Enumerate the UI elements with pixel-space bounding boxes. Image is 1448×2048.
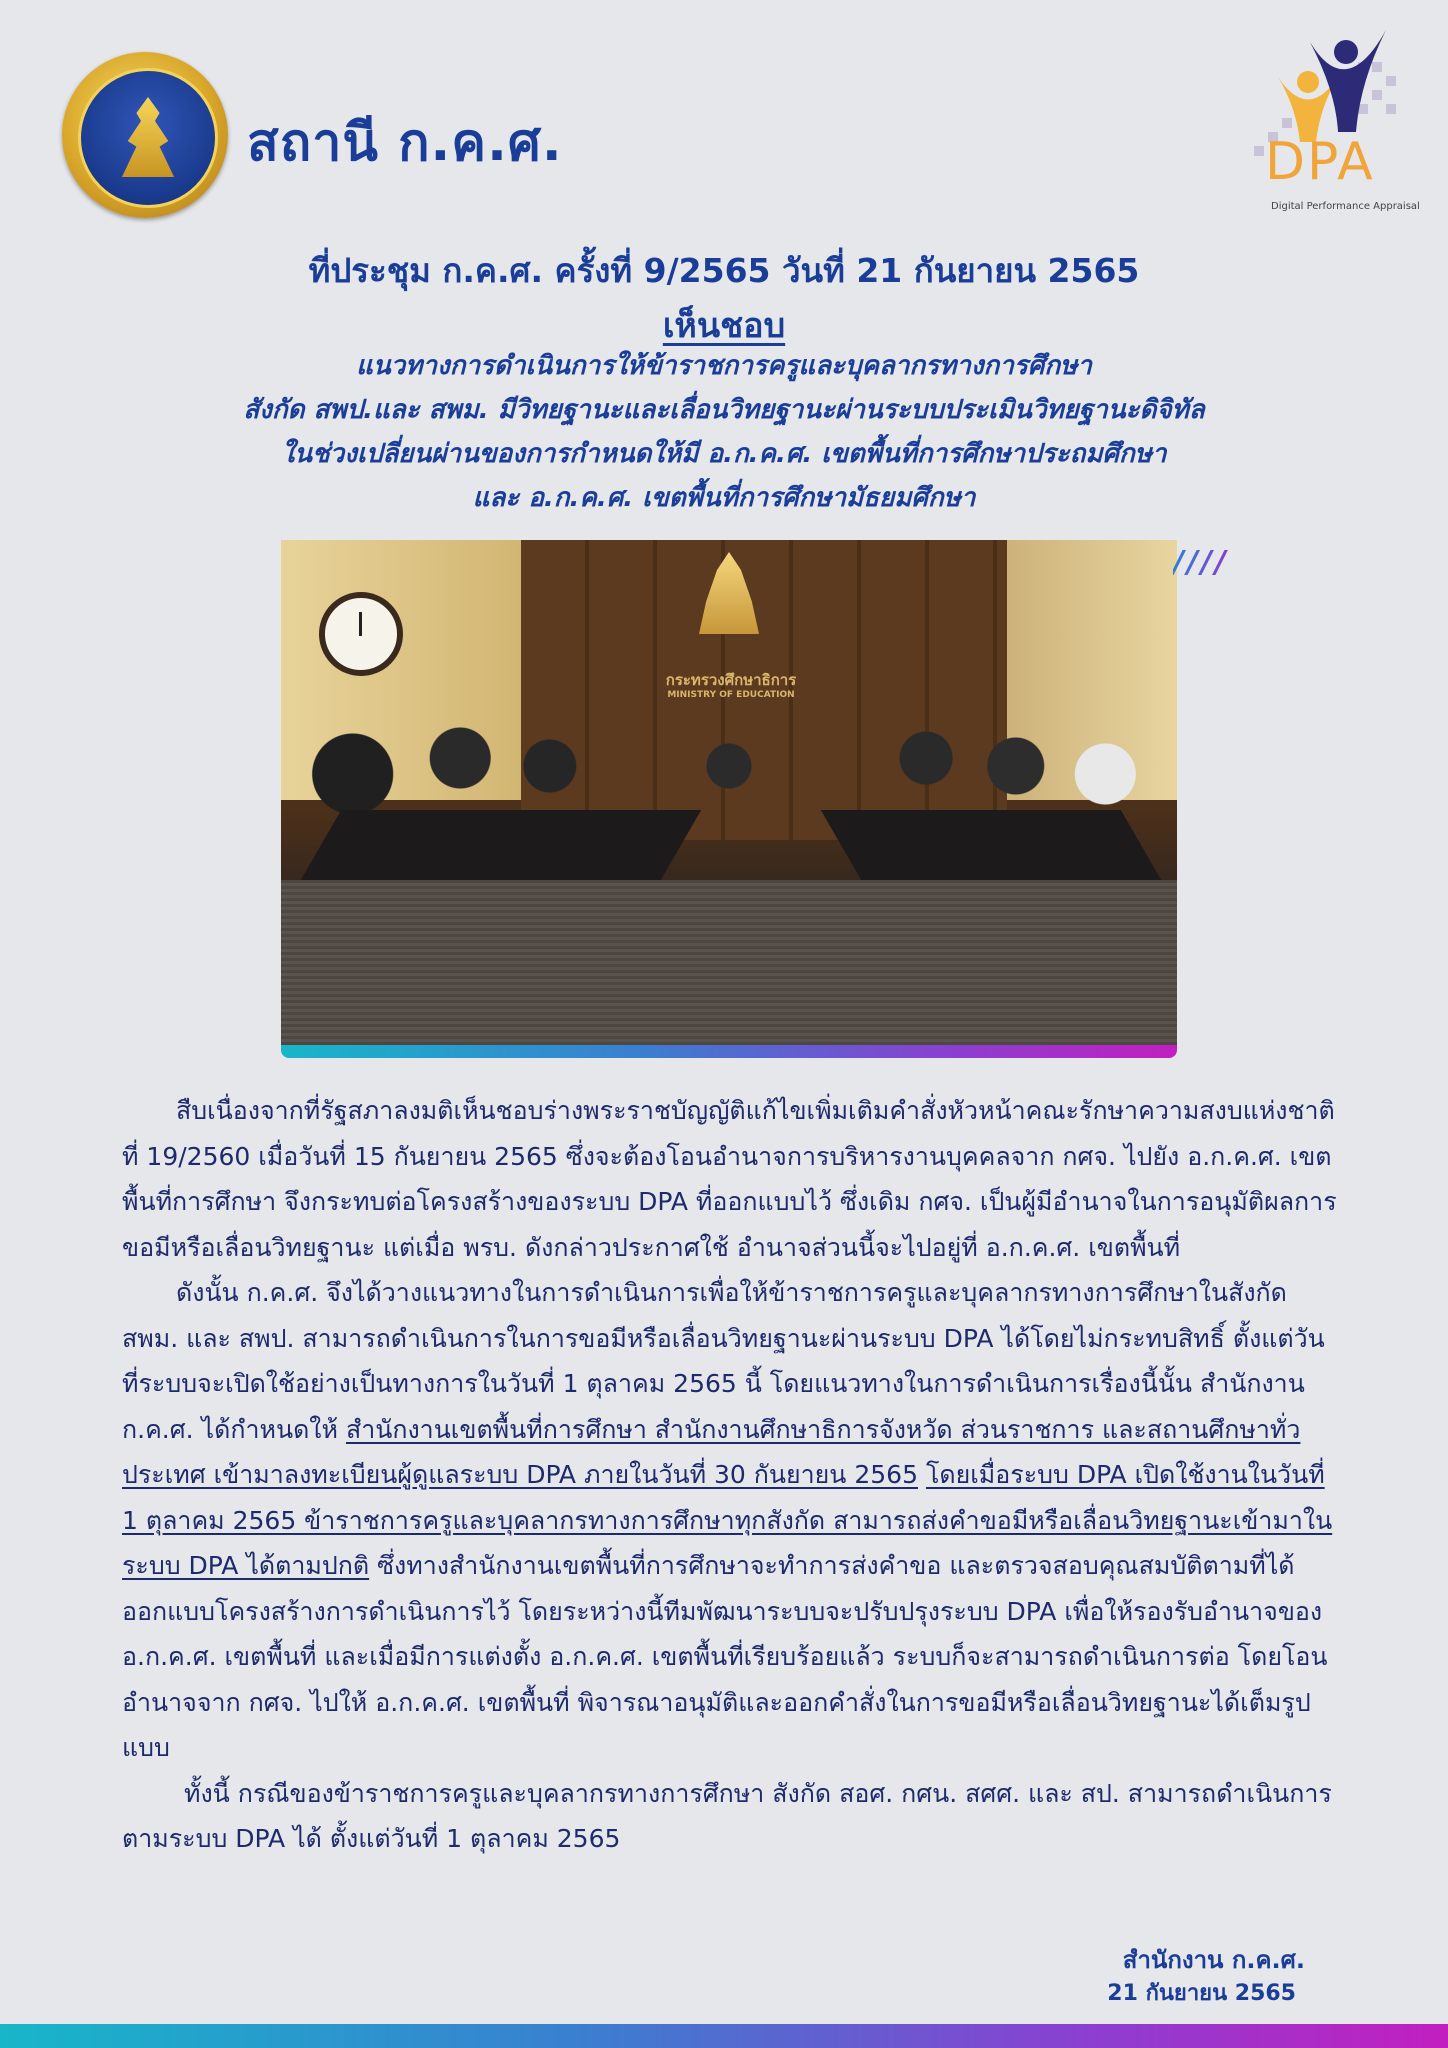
otepc-seal-logo bbox=[62, 52, 228, 218]
subheading-line-4: และ อ.ก.ค.ศ. เขตพื้นที่การศึกษามัธยมศึกษา bbox=[472, 483, 976, 513]
paragraph-2-text-c: ซึ่งทางสำนักงานเขตพื้นที่การศึกษาจะทำการส่งคำขอ และตรวจสอบคุณสมบัติตามที่ได้ออกแบบโครงสร้างการดำเนินการไว้ โดยระหว่างนี้ทีมพัฒนาระบบจะปรับปรุงระบบ DPA เพื่อให้รองรับอำนาจของ อ.ก.ค.ศ. เขตพื้นที่ และเมื่อมีการแต่งตั้ง อ.ก.ค.ศ. เขตพื้นที่เรียบร้อยแล้ว ระบบก็จะสามารถดำเนินการต่อ โดยโอนอำนาจจาก กศจ. ไปให้ อ.ก.ค.ศ. เขตพื้นที่ พิจารณาอนุมัติและออกคำสั่งในการขอมีหรือเลื่อนวิทยฐานะได้เต็มรูปแบบ bbox=[122, 1551, 1328, 1762]
photo-sign-thai: กระทรวงศึกษาธิการ bbox=[665, 671, 797, 689]
paragraph-2-text-b bbox=[918, 1460, 926, 1489]
wall-clock-icon bbox=[319, 592, 403, 676]
meeting-heading: ที่ประชุม ก.ค.ศ. ครั้งที่ 9/2565 วันที่ 21 กันยายน 2565 bbox=[308, 251, 1140, 290]
photo-sign-english: MINISTRY OF EDUCATION bbox=[667, 690, 795, 700]
paragraph-3-text: ทั้งนี้ กรณีของข้าราชการครูและบุคลากรทางการศึกษา สังกัด สอศ. กศน. สศศ. และ สป. สามารถดำเนินการตามระบบ DPA ได้ ตั้งแต่วันที่ 1 ตุลาคม 2565 bbox=[122, 1778, 1332, 1853]
paragraph-1 bbox=[122, 1088, 1340, 1270]
slash-decoration: //// bbox=[1173, 545, 1229, 580]
paragraph-2 bbox=[122, 1270, 1340, 1771]
dpa-logo-text: DPA bbox=[1265, 132, 1375, 192]
paragraph-2-text-a: ดังนั้น ก.ค.ศ. จึงได้วางแนวทางในการดำเนินการเพื่อให้ข้าราชการครูและบุคลากรทางการศึกษาในสังกัด สพม. และ สพป. สามารถดำเนินการในการขอมีหรือเลื่อนวิทยฐานะผ่านระบบ DPA ได้โดยไม่กระทบสิทธิ์ ตั้งแต่วันที่ระบบจะเปิดใช้อย่างเป็นทางการในวันที่ 1 ตุลาคม 2565 นี้ โดยแนวทางในการดำเนินการเรื่องนี้นั้น สำนักงาน ก.ค.ศ. ได้กำหนดให้ bbox=[122, 1278, 1325, 1444]
photo-table-right bbox=[821, 810, 1161, 880]
station-title: สถานี ก.ค.ศ. bbox=[247, 113, 563, 173]
signature-office: สำนักงาน ก.ค.ศ. bbox=[1122, 1946, 1305, 1974]
photo-table-left bbox=[301, 810, 701, 880]
paragraph-2-underline-2: โดยเมื่อระบบ DPA เปิดใช้งานในวันที่ 1 ตุลาคม 2565 ข้าราชการครูและบุคลากรทางการศึกษาทุกสังกัด สามารถส่งคำขอมีหรือเลื่อนวิทยฐานะเข้ามาในระบบ DPA ได้ตามปกติ bbox=[122, 1460, 1333, 1580]
subheading-line-3: ในช่วงเปลี่ยนผ่านของการกำหนดให้มี อ.ก.ค.ศ. เขตพื้นที่การศึกษาประถมศึกษา bbox=[281, 439, 1167, 469]
body-text bbox=[122, 1088, 1340, 1862]
signature-date: 21 กันยายน 2565 bbox=[1107, 1981, 1296, 2006]
subheading-line-1: แนวทางการดำเนินการให้ข้าราชการครูและบุคลากรทางการศึกษา bbox=[356, 351, 1092, 381]
approve-heading: เห็นชอบ bbox=[662, 306, 786, 346]
dpa-figures-icon bbox=[1278, 30, 1386, 142]
seal-emblem-icon bbox=[119, 97, 177, 177]
dpa-logo-subtitle: Digital Performance Appraisal bbox=[1271, 201, 1420, 212]
seal-inner bbox=[78, 68, 218, 208]
photo-gradient-bar bbox=[281, 1045, 1177, 1058]
paragraph-1-text: สืบเนื่องจากที่รัฐสภาลงมติเห็นชอบร่างพระราชบัญญัติแก้ไขเพิ่มเติมคำสั่งหัวหน้าคณะรักษาความสงบแห่งชาติที่ 19/2560 เมื่อวันที่ 15 กันยายน 2565 ซึ่งจะต้องโอนอำนาจการบริหารงานบุคคลจาก กศจ. ไปยัง อ.ก.ค.ศ. เขตพื้นที่การศึกษา จึงกระทบต่อโครงสร้างของระบบ DPA ที่ออกแบบไว้ ซึ่งเดิม กศจ. เป็นผู้มีอำนาจในการอนุมัติผลการขอมีหรือเลื่อนวิทยฐานะ แต่เมื่อ พรบ. ดังกล่าวประกาศใช้ อำนาจส่วนนี้จะไปอยู่ที่ อ.ก.ค.ศ. เขตพื้นที่ bbox=[122, 1096, 1337, 1262]
paragraph-2-underline-1: สำนักงานเขตพื้นที่การศึกษา สำนักงานศึกษาธิการจังหวัด ส่วนราชการ และสถานศึกษาทั่วประเทศ เข้ามาลงทะเบียนผู้ดูแลระบบ DPA ภายในวันที่ 30 กันยายน 2565 bbox=[122, 1414, 1301, 1489]
photo-floor bbox=[281, 880, 1177, 1045]
bottom-gradient-bar bbox=[0, 2024, 1448, 2048]
meeting-photo bbox=[281, 540, 1177, 1045]
paragraph-3 bbox=[122, 1771, 1340, 1862]
subheading-line-2: สังกัด สพป.และ สพม. มีวิทยฐานะและเลื่อนวิทยฐานะผ่านระบบประเมินวิทยฐานะดิจิทัล bbox=[243, 395, 1205, 425]
